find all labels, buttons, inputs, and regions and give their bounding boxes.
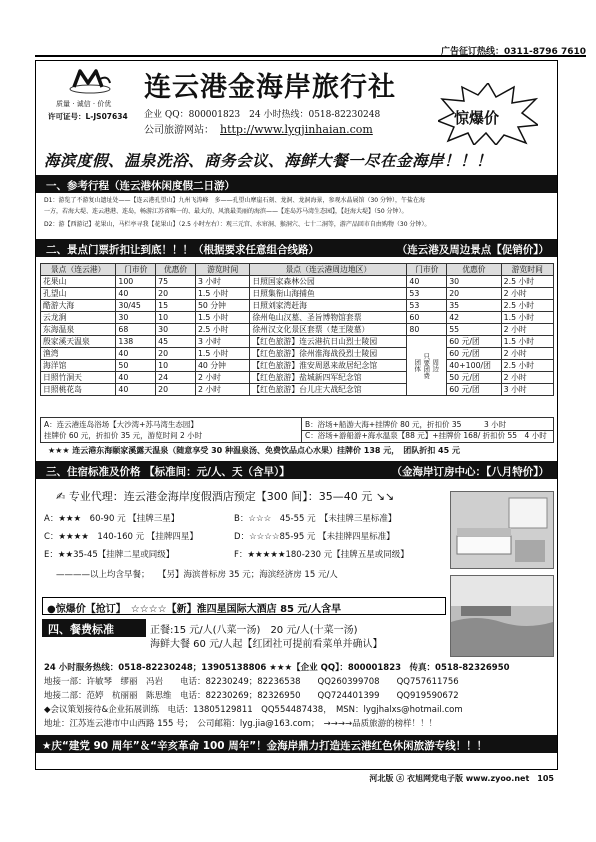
hotel-row-breakfast: ————以上均含早餐； 【另】海滨普标房 35 元；海滨经济房 15 元/人 bbox=[56, 570, 338, 580]
table-cell: 3 小时 bbox=[195, 336, 249, 348]
table-cell: 68 bbox=[116, 324, 156, 336]
table-row bbox=[41, 348, 554, 360]
table-cell: 24 bbox=[156, 372, 196, 384]
table-cell: 53 bbox=[407, 288, 447, 300]
table-header-row bbox=[41, 264, 554, 276]
license-number: 许可证号：L-JS07634 bbox=[48, 112, 128, 121]
company-slogan: 质量 · 诚信 · 价优 bbox=[56, 100, 112, 108]
table-cell: 100 bbox=[116, 276, 156, 288]
table-cell: 2 小时 bbox=[501, 288, 553, 300]
table-cell: 42 bbox=[447, 312, 501, 324]
table-cell: 40 bbox=[407, 276, 447, 288]
table-row bbox=[41, 384, 554, 396]
table-cell: 1.5 小时 bbox=[195, 288, 249, 300]
table-cell: 75 bbox=[156, 276, 196, 288]
table-cell: 30 bbox=[116, 312, 156, 324]
combo-bc bbox=[305, 420, 547, 441]
side-label-2: 团体 bbox=[413, 359, 422, 372]
table-cell: 2.5 小时 bbox=[501, 360, 553, 372]
ad-frame bbox=[35, 60, 558, 770]
hotel-row-c: C：★★★★ 140-160 元 【挂牌四星】 bbox=[44, 532, 198, 542]
table-cell: 徐州汉文化景区套票（楚王陵墓） bbox=[250, 324, 407, 336]
table-cell: 1.5 小时 bbox=[501, 312, 553, 324]
table-cell: 20 bbox=[156, 288, 196, 300]
table-row bbox=[41, 336, 554, 348]
pool-icon bbox=[451, 576, 553, 656]
hotel-row-d: D：☆☆☆☆85-95 元 【未挂牌四星标准】 bbox=[234, 532, 395, 542]
table-cell: 日照集衔山海捕鱼 bbox=[250, 288, 407, 300]
table-cell: 60 元/团 bbox=[447, 348, 501, 360]
table-cell: 2 小时 bbox=[501, 372, 553, 384]
section-tickets-title: 二、景点门票折扣让到底！！！（根据要求任意组合线路） bbox=[46, 244, 319, 256]
table-cell: 60 元/团 bbox=[447, 384, 501, 396]
table-cell: 2 小时 bbox=[195, 372, 249, 384]
table-row bbox=[41, 312, 554, 324]
special-offer-box: ●惊爆价【抢订】 ☆☆☆☆【新】淮四星国际大酒店 85 元/人含早 bbox=[42, 597, 446, 615]
itinerary-day1: D1：游览了不游复山遗址处——【连云港孔望山】九州飞涛峰 多——孔望山摩崖石刻、龙洞、龙洞海景，参观水晶展馆（30 分钟），午盐在海 bbox=[44, 197, 425, 204]
table-cell: 30/45 bbox=[116, 300, 156, 312]
headline-banner: 海滨度假、温泉洗浴、商务会议、海鲜大餐一尽在金海岸！！！ bbox=[44, 152, 493, 170]
burst-price-label: 惊爆价 bbox=[454, 109, 500, 127]
table-cell: 40+100/团 bbox=[447, 360, 501, 372]
table-cell: 30 bbox=[156, 324, 196, 336]
table-cell: 东海温泉 bbox=[41, 324, 116, 336]
combo-a bbox=[44, 420, 202, 441]
section-hotel-promo: （金海岸订房中心：【八月特价】） bbox=[391, 466, 549, 478]
table-cell: 2 小时 bbox=[195, 384, 249, 396]
qq-hotline: 企业 QQ：800001823 24 小时热线：0518-82230248 bbox=[144, 110, 381, 120]
website-label: 公司旅游网站： bbox=[144, 125, 214, 136]
hotel-row-e: E：★★35-45【挂牌二星或同级】 bbox=[44, 550, 175, 560]
company-logo-icon bbox=[66, 65, 114, 95]
table-cell: 40 分钟 bbox=[195, 360, 249, 372]
website-line bbox=[144, 121, 373, 136]
table-cell: 2.5 小时 bbox=[195, 324, 249, 336]
table-cell: 2.5 小时 bbox=[501, 276, 553, 288]
contact-hotline: 24 小时服务热线：0518-82230248；13905138806 ★★★【企业 QQ】：800001823 传真：0518-82326950 bbox=[44, 663, 510, 673]
table-cell: 日照刘家湾赶海 bbox=[250, 300, 407, 312]
handshake-icon: ✍ bbox=[56, 490, 66, 503]
side-note: 只要团费 bbox=[422, 352, 431, 379]
side-label: 周边 bbox=[431, 359, 440, 372]
col-header: 门市价 bbox=[407, 264, 447, 276]
table-cell: 50 元/团 bbox=[447, 372, 501, 384]
table-cell: 【红色旅游】台儿庄大战纪念馆 bbox=[250, 384, 407, 396]
combo-b: B：浴场+船游大海+挂牌价 80 元，折扣价 35 3 小时 bbox=[305, 420, 507, 429]
col-header: 景点（连云港周边地区） bbox=[250, 264, 407, 276]
section-meal-header: 四、餐费标准 bbox=[42, 619, 146, 637]
hotel-row-f: F：★★★★★180-230 元【挂牌五星或同级】 bbox=[234, 550, 409, 560]
table-cell: 50 bbox=[116, 360, 156, 372]
table-cell: 2 小时 bbox=[501, 348, 553, 360]
table-cell: 【红色旅游】连云港抗日山烈士陵园 bbox=[250, 336, 407, 348]
table-cell: 40 bbox=[116, 348, 156, 360]
table-cell: 35 bbox=[447, 300, 501, 312]
ad-hotline: 广告征订热线：0311-8796 7610 bbox=[440, 47, 586, 57]
table-cell: 1.5 小时 bbox=[501, 336, 553, 348]
table-cell: 1.5 小时 bbox=[195, 348, 249, 360]
table-row bbox=[41, 288, 554, 300]
table-cell: 30 bbox=[447, 276, 501, 288]
table-cell: 20 bbox=[156, 384, 196, 396]
contact-address: 地址：江苏连云港市中山西路 155 号； 公司邮箱：lyg.jia@163.com； →→→→品质旅游的榜样！！！ bbox=[44, 719, 438, 729]
bottom-slogan-bar: ★庆“建党 90 周年”＆“辛亥革命 100 周年”！金海岸鼎力打造连云港红色休闲旅游专线！！！ bbox=[36, 735, 557, 753]
table-cell: 10 bbox=[156, 312, 196, 324]
table-cell: 【红色旅游】盐城新四军纪念馆 bbox=[250, 372, 407, 384]
page-footer: 河北版 ⓩ 衣旭网党电子版 www.zyoo.net 105 bbox=[369, 774, 554, 783]
section-hotel-title: 三、住宿标准及价格 【标准间：元/人、天（含早）】 bbox=[46, 466, 290, 478]
section-itinerary-title: 一、参考行程（连云港休闲度假二日游） bbox=[46, 180, 235, 192]
table-cell: 60 元/团 bbox=[447, 336, 501, 348]
table-cell: 孔望山 bbox=[41, 288, 116, 300]
website-url[interactable]: http://www.lygjinhaian.com bbox=[220, 123, 373, 136]
table-cell: 40 bbox=[116, 372, 156, 384]
table-cell: 徐州龟山汉墓、圣旨博物馆套票 bbox=[250, 312, 407, 324]
col-header: 游览时间 bbox=[195, 264, 249, 276]
hot-spring-notice: ★★★ 连云港东海颐家溪露天温泉（随意享受 30 种温泉汤、免费饮品点心水果）挂牌价 138 元， 团队折扣 45 元 bbox=[48, 446, 460, 455]
table-cell: 138 bbox=[116, 336, 156, 348]
table-row bbox=[41, 324, 554, 336]
table-cell: 渔湾 bbox=[41, 348, 116, 360]
hotel-agent-text: 专业代理：连云港金海岸度假酒店预定【300 间】：35—40 元 bbox=[68, 490, 373, 503]
table-cell: 40 bbox=[116, 384, 156, 396]
table-cell: 3 小时 bbox=[195, 276, 249, 288]
combo-packages bbox=[40, 417, 554, 443]
col-header: 优惠价 bbox=[156, 264, 196, 276]
table-cell: 3 小时 bbox=[501, 384, 553, 396]
table-cell: 45 bbox=[156, 336, 196, 348]
hotel-agent-line bbox=[56, 488, 394, 504]
table-cell: 60 bbox=[407, 312, 447, 324]
resort-photo bbox=[450, 575, 554, 657]
table-cell: 20 bbox=[447, 288, 501, 300]
table-cell: 15 bbox=[156, 300, 196, 312]
company-title: 连云港金海岸旅行社 bbox=[144, 72, 396, 103]
arrow-icon: ↘↘ bbox=[375, 490, 395, 503]
table-row bbox=[41, 300, 554, 312]
table-cell: 2.5 小时 bbox=[501, 300, 553, 312]
combo-a-line2: 挂牌价 60 元，折扣价 35 元，游览时间 2 小时 bbox=[44, 430, 203, 440]
table-cell: 殷家溪天温泉 bbox=[41, 336, 116, 348]
hotel-row-a: A：★★★ 60-90 元 【挂牌三星】 bbox=[44, 514, 180, 524]
itinerary-day1-cont: 一方，若海大堤、连云港港、连岛，畅游江苏省唯一的、最大的、风浪最美丽的海滨——【连岛苏马湾生态园】，【赶海大堤】（50 分钟）。 bbox=[44, 208, 408, 215]
table-cell: 1.5 小时 bbox=[195, 312, 249, 324]
group-note-cell bbox=[407, 336, 447, 396]
table-cell: 80 bbox=[407, 324, 447, 336]
table-cell: 2 小时 bbox=[501, 324, 553, 336]
table-cell: 40 bbox=[116, 288, 156, 300]
table-row bbox=[41, 276, 554, 288]
table-cell: 55 bbox=[447, 324, 501, 336]
table-cell: 20 bbox=[156, 348, 196, 360]
meal-seafood-line: 海鲜大餐 60 元/人起【红团社可提前看菜单并确认】 bbox=[150, 639, 383, 650]
meal-standard-line: 正餐:15 元/人(八菜一汤) 20 元/人(十菜一汤) bbox=[150, 625, 358, 636]
contact-dept1: 地接一部：许敏琴 缪丽 冯岩 电话：82230249；82236538 QQ260399708 QQ757611756 bbox=[44, 677, 459, 687]
combo-c: C：浴场+游船游+海水温泉【88 元】+挂牌价 168/ 折扣价 55 4 小时 bbox=[305, 430, 547, 440]
itinerary-day2: D2：游【西游记】花果山，马栏亭寻我【花果山】（2.5 小时左右）：观三元宫、水帘洞、猴洞穴、七十二洞等，游产品回市自由购物（30 分钟）。 bbox=[44, 221, 431, 228]
table-cell: 50 分钟 bbox=[195, 300, 249, 312]
table-cell: 日照竹洞天 bbox=[41, 372, 116, 384]
section-itinerary-header bbox=[36, 175, 557, 193]
table-cell: 日照国家森林公园 bbox=[250, 276, 407, 288]
table-row bbox=[41, 360, 554, 372]
col-header: 景点（连云港） bbox=[41, 264, 116, 276]
top-rule bbox=[35, 55, 586, 57]
section-tickets-header bbox=[36, 239, 557, 257]
section-tickets-promo: （连云港及周边景点【促销价】） bbox=[396, 244, 549, 256]
table-cell: 花果山 bbox=[41, 276, 116, 288]
table-cell: 海洋馆 bbox=[41, 360, 116, 372]
hotel-room-photo bbox=[450, 491, 554, 569]
table-cell: 云龙涧 bbox=[41, 312, 116, 324]
ticket-price-table bbox=[40, 263, 554, 396]
table-cell: 10 bbox=[156, 360, 196, 372]
combo-a-line1: A：连云港连岛浴场【大沙湾+苏马湾生态园】 bbox=[44, 420, 198, 429]
bed-icon bbox=[451, 492, 553, 568]
contact-meeting: ◆会议策划接待&企业拓展训练 电话：13805129811 QQ554487438， MSN：lygjhalxs@hotmail.com bbox=[44, 705, 463, 715]
table-cell: 酷游大海 bbox=[41, 300, 116, 312]
col-header: 游览时间 bbox=[501, 264, 553, 276]
table-row bbox=[41, 372, 554, 384]
table-cell: 【红色旅游】徐州淮海战役烈士陵园 bbox=[250, 348, 407, 360]
contact-dept2: 地接二部：范婷 杭丽丽 陈思维 电话：82230269；82326950 QQ724401399 QQ919590672 bbox=[44, 691, 459, 701]
col-header: 优惠价 bbox=[447, 264, 501, 276]
table-cell: 日照桃花岛 bbox=[41, 384, 116, 396]
table-cell: 53 bbox=[407, 300, 447, 312]
hotel-row-b: B：☆☆☆ 45-55 元 【未挂牌三星标准】 bbox=[234, 514, 397, 524]
col-header: 门市价 bbox=[116, 264, 156, 276]
section-hotel-header bbox=[36, 461, 557, 479]
table-cell: 【红色旅游】淮安周恩来故居纪念馆 bbox=[250, 360, 407, 372]
